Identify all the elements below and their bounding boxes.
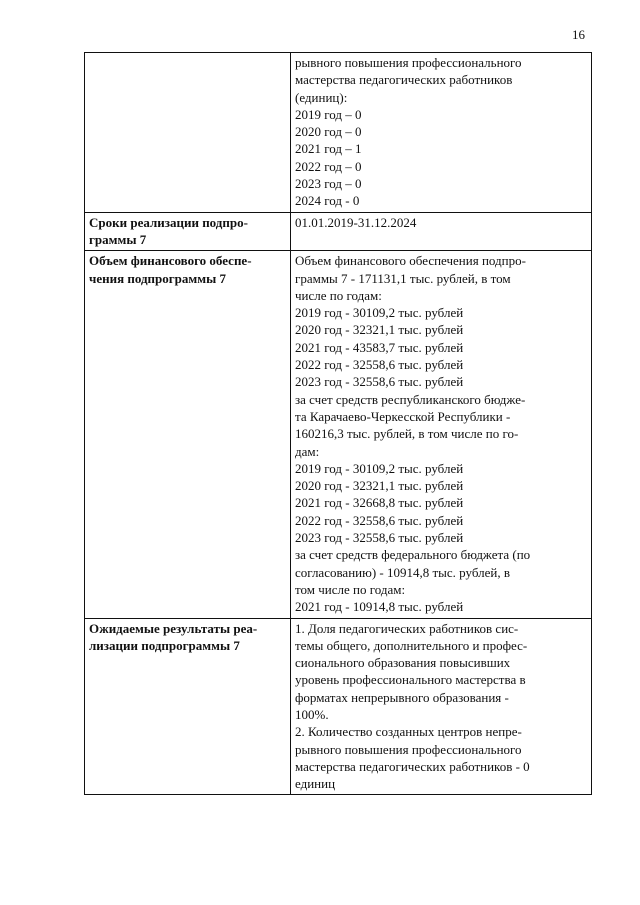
row-value-line: согласованию) - 10914,8 тыс. рублей, в <box>295 564 510 580</box>
row-value-line: 2024 год - 0 <box>295 193 360 209</box>
row-value-line: 2021 год - 10914,8 тыс. рублей <box>295 599 464 615</box>
row-value-line: 2021 год - 32668,8 тыс. рублей <box>295 495 464 511</box>
row-value-line: 2022 год - 32558,6 тыс. рублей <box>295 512 464 528</box>
row-value-line: мастерства педагогических работников <box>295 72 513 88</box>
row-value-line: темы общего, дополнительного и профес- <box>295 637 528 653</box>
row-value-cell <box>291 618 592 795</box>
passport-table <box>84 52 592 795</box>
row-value-line: 2019 год - 30109,2 тыс. рублей <box>295 305 464 321</box>
page-number: 16 <box>572 27 585 42</box>
row-value-line: 160216,3 тыс. рублей, в том числе по го- <box>295 426 519 442</box>
row-value-line: 01.01.2019-31.12.2024 <box>295 214 417 230</box>
row-value-line: 2020 год - 32321,1 тыс. рублей <box>295 478 464 494</box>
row-value-line: дам: <box>295 443 320 459</box>
row-value-line: граммы 7 - 171131,1 тыс. рублей, в том <box>295 270 511 286</box>
row-value-line: та Карачаево-Черкесской Республики - <box>295 408 511 424</box>
expected-results-row <box>85 618 592 795</box>
row-value-line: за счет средств федерального бюджета (по <box>295 547 531 563</box>
row-value-line: (единиц): <box>295 89 348 105</box>
row-label-cell <box>85 251 291 618</box>
row-value-line: 2. Количество созданных центров непре- <box>295 724 522 740</box>
row-value-line: Объем финансового обеспечения подпро- <box>295 253 526 269</box>
row-value-line: единиц <box>295 776 336 792</box>
row-value-line: за счет средств республиканского бюдже- <box>295 391 526 407</box>
row-value-line: 2021 год - 43583,7 тыс. рублей <box>295 339 464 355</box>
row-value-line: уровень профессионального мастерства в <box>295 672 526 688</box>
row-value-line: 2019 год – 0 <box>295 106 362 122</box>
row-value-line: 2020 год – 0 <box>295 124 362 140</box>
row-value-line: 2019 год - 30109,2 тыс. рублей <box>295 460 464 476</box>
row-label-cell <box>85 53 291 213</box>
row-value-line: рывного повышения профессионального <box>295 55 522 70</box>
row-label-line: граммы 7 <box>89 231 147 247</box>
row-value-line: рывного повышения профессионального <box>295 741 522 757</box>
row-label-cell <box>85 618 291 795</box>
row-value-line: 2023 год – 0 <box>295 176 362 192</box>
row-label-cell <box>85 212 291 251</box>
row-label-line: Объем финансового обеспе- <box>89 253 252 269</box>
row-value-line: 2022 год - 32558,6 тыс. рублей <box>295 357 464 373</box>
row-label-line: Сроки реализации подпро- <box>89 214 248 230</box>
row-label-line: лизации подпрограммы 7 <box>89 637 240 653</box>
financing-volume-row <box>85 251 592 618</box>
row-value-line: сионального образования повысивших <box>295 655 511 671</box>
implementation-period-row <box>85 212 592 251</box>
row-value-cell <box>291 251 592 618</box>
row-label-line: Ожидаемые результаты реа- <box>89 620 258 636</box>
row-value-cell <box>291 53 592 213</box>
row-value-cell <box>291 212 592 251</box>
row-value-line: мастерства педагогических работников - 0 <box>295 758 530 774</box>
row-value-line: 100%. <box>295 706 329 722</box>
row-value-line: 1. Доля педагогических работников сис- <box>295 620 519 636</box>
row-value-line: форматах непрерывного образования - <box>295 689 509 705</box>
row-value-line: том числе по годам: <box>295 581 406 597</box>
row-value-line: 2021 год – 1 <box>295 141 362 157</box>
row-value-line: 2020 год - 32321,1 тыс. рублей <box>295 322 464 338</box>
indicator-continuation-row <box>85 53 592 213</box>
row-value-line: 2023 год - 32558,6 тыс. рублей <box>295 374 464 390</box>
row-value-line: 2022 год – 0 <box>295 158 362 174</box>
row-value-line: 2023 год - 32558,6 тыс. рублей <box>295 530 464 546</box>
row-label-line: чения подпрограммы 7 <box>89 270 227 286</box>
row-value-line: числе по годам: <box>295 287 382 303</box>
